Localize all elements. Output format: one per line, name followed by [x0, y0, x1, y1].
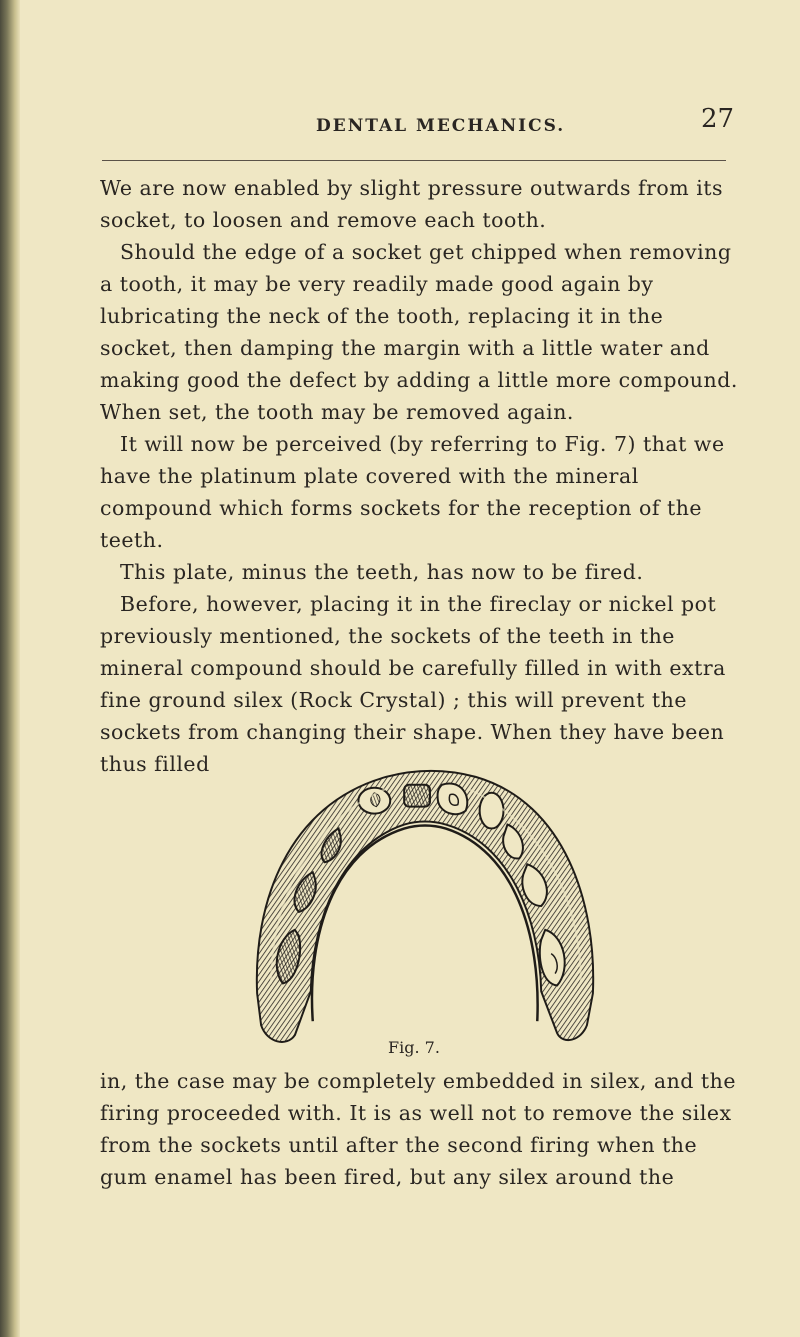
- header-rule: [102, 160, 726, 161]
- figure-caption: Fig. 7.: [388, 1038, 440, 1057]
- running-title: DENTAL MECHANICS.: [316, 116, 566, 136]
- paragraph: We are now enabled by slight pressure outwards from its socket, to loosen and remove each tooth.: [100, 176, 724, 232]
- body-text-bottom: [100, 1065, 740, 1193]
- paragraph: Before, however, placing it in the fireclay or nickel pot previously mentioned, the sockets of the teeth in the mineral compound should be carefully filled in with extra fine ground silex (Rock Crystal) ; this will prevent the sockets from changing their shape. When they have been thus filled: [100, 592, 726, 776]
- paragraph: It will now be perceived (by referring to Fig. 7) that we have the platinum plate covered with the mineral compound which forms sockets for the reception of the teeth.: [100, 432, 725, 552]
- page-number: 27: [701, 104, 735, 134]
- paragraph: in, the case may be completely embedded in silex, and the firing proceeded with. It is as well not to remove the silex from the sockets until after the second firing when the gum enamel has been fired, but any silex around the: [100, 1069, 736, 1189]
- paragraph: This plate, minus the teeth, has now to be fired.: [120, 560, 644, 584]
- body-text-top: [100, 172, 740, 780]
- book-binding-edge: [0, 0, 20, 1337]
- paragraph: Should the edge of a socket get chipped when removing a tooth, it may be very readily made good again by lubricating the neck of the tooth, replacing it in the socket, then damping the margin with a little water and making good the defect by adding a little more compound. When set, the tooth may be removed again.: [100, 240, 738, 424]
- figure-dental-plate-illustration: [246, 755, 606, 1053]
- page-header: [0, 0, 800, 150]
- dental-arch-drawing: [246, 755, 606, 1053]
